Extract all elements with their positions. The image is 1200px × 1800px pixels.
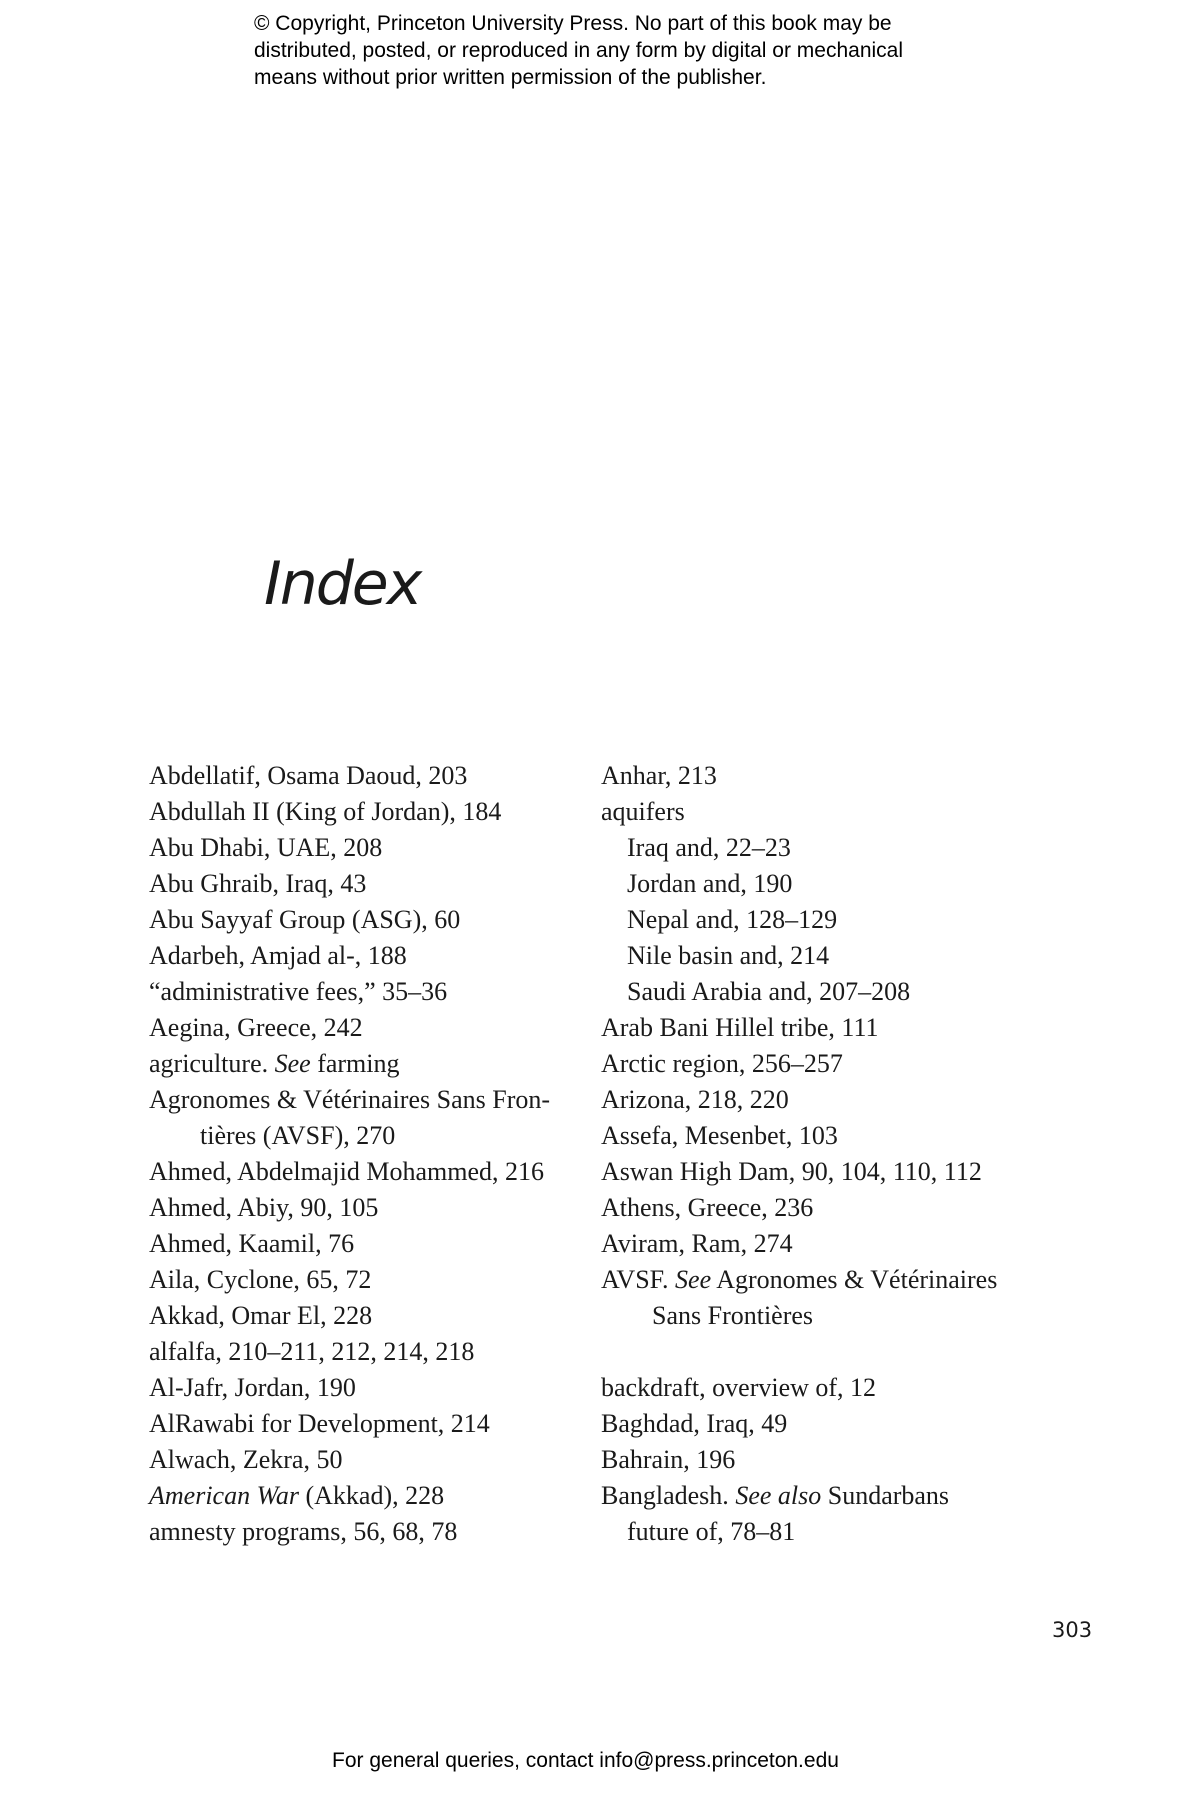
page-number: 303	[1052, 1618, 1093, 1642]
index-entry: Agronomes & Vétérinaires Sans Fron-	[149, 1085, 551, 1114]
index-entry: Aviram, Ram, 274	[601, 1229, 793, 1258]
index-entry: Abu Dhabi, UAE, 208	[149, 833, 383, 862]
copyright-line: means without prior written permission of the publisher.	[254, 66, 767, 89]
index-entry: Aila, Cyclone, 65, 72	[149, 1265, 372, 1294]
entry-main-text: AVSF.	[601, 1265, 676, 1294]
index-entry: aquifers	[601, 797, 685, 826]
reference-target: farming	[310, 1049, 400, 1078]
index-entry-cross-reference	[149, 1046, 589, 1082]
index-entry: Abu Sayyaf Group (ASG), 60	[149, 905, 461, 934]
index-entry: Ahmed, Abdelmajid Mohammed, 216	[149, 1157, 545, 1186]
index-entry: Assefa, Mesenbet, 103	[601, 1121, 838, 1150]
index-entry: Arizona, 218, 220	[601, 1085, 789, 1114]
index-column-left	[149, 758, 589, 1550]
index-entry: Abu Ghraib, Iraq, 43	[149, 869, 367, 898]
index-entry: Alwach, Zekra, 50	[149, 1445, 343, 1474]
copyright-line: distributed, posted, or reproduced in any form by digital or mechanical	[254, 39, 904, 62]
entry-main-text: Bangladesh.	[601, 1481, 736, 1510]
index-entry: Aswan High Dam, 90, 104, 110, 112	[601, 1157, 982, 1186]
entry-main-text: agriculture.	[149, 1049, 275, 1078]
book-title: American War	[149, 1481, 299, 1510]
index-column-right	[601, 758, 1081, 1550]
index-entry-continuation: Sans Frontières	[652, 1301, 814, 1330]
index-entry-book-title	[149, 1478, 589, 1514]
index-entry: AlRawabi for Development, 214	[149, 1409, 490, 1438]
reference-target: Sundarbans	[821, 1481, 950, 1510]
index-entry: alfalfa, 210–211, 212, 214, 218	[149, 1337, 475, 1366]
index-subentry: Saudi Arabia and, 207–208	[627, 977, 911, 1006]
index-entry: Arab Bani Hillel tribe, 111	[601, 1013, 879, 1042]
index-entry-continuation: tières (AVSF), 270	[200, 1121, 396, 1150]
index-entry: Ahmed, Abiy, 90, 105	[149, 1193, 379, 1222]
index-entry: Baghdad, Iraq, 49	[601, 1409, 788, 1438]
index-entry: Al-Jafr, Jordan, 190	[149, 1373, 356, 1402]
index-entry: Abdellatif, Osama Daoud, 203	[149, 761, 468, 790]
page-title: Index	[264, 549, 421, 619]
see-also-reference: See also	[735, 1481, 822, 1510]
index-subentry: Iraq and, 22–23	[627, 833, 791, 862]
index-entry: amnesty programs, 56, 68, 78	[149, 1517, 458, 1546]
footer-contact: For general queries, contact info@press.princeton.edu	[332, 1749, 839, 1772]
index-subentry: Nepal and, 128–129	[627, 905, 838, 934]
index-entry: Arctic region, 256–257	[601, 1049, 843, 1078]
see-reference: See	[274, 1049, 311, 1078]
index-entry: Athens, Greece, 236	[601, 1193, 814, 1222]
index-entry: Ahmed, Kaamil, 76	[149, 1229, 355, 1258]
see-reference: See	[675, 1265, 712, 1294]
index-subentry: Jordan and, 190	[627, 869, 793, 898]
index-entry: Aegina, Greece, 242	[149, 1013, 363, 1042]
index-subentry: Nile basin and, 214	[627, 941, 830, 970]
index-entry: backdraft, overview of, 12	[601, 1373, 877, 1402]
reference-target: Agronomes & Vétérinaires	[711, 1265, 998, 1294]
index-entry-cross-reference	[601, 1262, 1081, 1298]
index-entry: Anhar, 213	[601, 761, 717, 790]
index-entry: “administrative fees,” 35–36	[149, 977, 448, 1006]
index-entry: Akkad, Omar El, 228	[149, 1301, 373, 1330]
index-subentry: future of, 78–81	[627, 1517, 796, 1546]
index-entry: Bahrain, 196	[601, 1445, 736, 1474]
letter-group-divider	[601, 1334, 1081, 1370]
index-entry: Adarbeh, Amjad al-, 188	[149, 941, 407, 970]
index-entry: Abdullah II (King of Jordan), 184	[149, 797, 502, 826]
copyright-notice	[254, 10, 1014, 91]
entry-rest-text: (Akkad), 228	[298, 1481, 445, 1510]
copyright-line: © Copyright, Princeton University Press. No part of this book may be	[254, 12, 892, 35]
index-entry-cross-reference	[601, 1478, 1081, 1514]
